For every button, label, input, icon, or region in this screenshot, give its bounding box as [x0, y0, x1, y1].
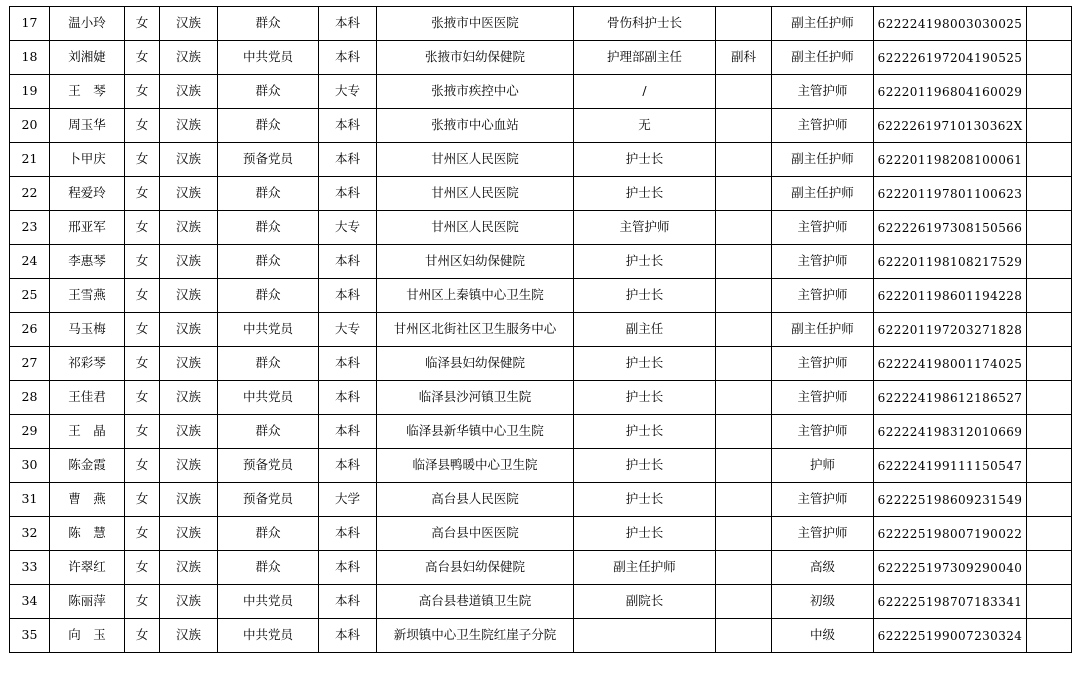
row-number-cell: 20: [10, 109, 50, 143]
position-cell: 护士长: [574, 449, 716, 483]
position-cell: 护士长: [574, 347, 716, 381]
table-row: [10, 143, 1072, 177]
admin-rank-cell: [716, 109, 772, 143]
gender-cell: 女: [125, 177, 160, 211]
name-cell: 曹 燕: [50, 483, 125, 517]
position-cell: 副主任护师: [574, 551, 716, 585]
admin-rank-cell: [716, 415, 772, 449]
gender-cell: 女: [125, 75, 160, 109]
row-number-cell: 24: [10, 245, 50, 279]
education-cell: 本科: [319, 109, 377, 143]
id-number-cell: 622225198007190022: [874, 517, 1027, 551]
name-cell: 邢亚军: [50, 211, 125, 245]
admin-rank-cell: [716, 211, 772, 245]
id-number-cell: 62222619710130362X: [874, 109, 1027, 143]
education-cell: 本科: [319, 7, 377, 41]
table-row: [10, 551, 1072, 585]
workplace-cell: 甘州区人民医院: [377, 143, 574, 177]
admin-rank-cell: [716, 75, 772, 109]
gender-cell: 女: [125, 143, 160, 177]
roster-body: [10, 7, 1072, 653]
id-number-cell: 622224198312010669: [874, 415, 1027, 449]
admin-rank-cell: [716, 7, 772, 41]
professional-title-cell: 主管护师: [772, 279, 874, 313]
note-cell: [1027, 211, 1072, 245]
note-cell: [1027, 143, 1072, 177]
gender-cell: 女: [125, 109, 160, 143]
political-status-cell: 群众: [218, 211, 319, 245]
id-number-cell: 622201196804160029: [874, 75, 1027, 109]
ethnicity-cell: 汉族: [160, 211, 218, 245]
note-cell: [1027, 415, 1072, 449]
row-number-cell: 32: [10, 517, 50, 551]
table-row: [10, 75, 1072, 109]
workplace-cell: 高台县人民医院: [377, 483, 574, 517]
political-status-cell: 群众: [218, 177, 319, 211]
table-row: [10, 415, 1072, 449]
professional-title-cell: 主管护师: [772, 415, 874, 449]
education-cell: 大学: [319, 483, 377, 517]
note-cell: [1027, 245, 1072, 279]
admin-rank-cell: [716, 483, 772, 517]
political-status-cell: 中共党员: [218, 585, 319, 619]
note-cell: [1027, 381, 1072, 415]
position-cell: 护士长: [574, 381, 716, 415]
political-status-cell: 群众: [218, 109, 319, 143]
note-cell: [1027, 279, 1072, 313]
political-status-cell: 群众: [218, 551, 319, 585]
professional-title-cell: 主管护师: [772, 517, 874, 551]
note-cell: [1027, 313, 1072, 347]
name-cell: 刘湘婕: [50, 41, 125, 75]
position-cell: 骨伤科护士长: [574, 7, 716, 41]
note-cell: [1027, 517, 1072, 551]
ethnicity-cell: 汉族: [160, 619, 218, 653]
workplace-cell: 新坝镇中心卫生院红崖子分院: [377, 619, 574, 653]
row-number-cell: 29: [10, 415, 50, 449]
name-cell: 温小玲: [50, 7, 125, 41]
position-cell: 护士长: [574, 279, 716, 313]
row-number-cell: 19: [10, 75, 50, 109]
professional-title-cell: 副主任护师: [772, 7, 874, 41]
name-cell: 李惠琴: [50, 245, 125, 279]
education-cell: 大专: [319, 75, 377, 109]
education-cell: 本科: [319, 551, 377, 585]
name-cell: 周玉华: [50, 109, 125, 143]
nurse-roster-table: [9, 6, 1072, 653]
id-number-cell: 622224198001174025: [874, 347, 1027, 381]
admin-rank-cell: [716, 517, 772, 551]
admin-rank-cell: [716, 449, 772, 483]
education-cell: 本科: [319, 517, 377, 551]
admin-rank-cell: [716, 279, 772, 313]
position-cell: 无: [574, 109, 716, 143]
id-number-cell: 622201198601194228: [874, 279, 1027, 313]
ethnicity-cell: 汉族: [160, 143, 218, 177]
professional-title-cell: 主管护师: [772, 75, 874, 109]
position-cell: 护士长: [574, 415, 716, 449]
professional-title-cell: 主管护师: [772, 483, 874, 517]
admin-rank-cell: [716, 585, 772, 619]
gender-cell: 女: [125, 517, 160, 551]
education-cell: 本科: [319, 177, 377, 211]
education-cell: 本科: [319, 381, 377, 415]
name-cell: 王雪燕: [50, 279, 125, 313]
name-cell: 陈金霞: [50, 449, 125, 483]
table-row: [10, 313, 1072, 347]
note-cell: [1027, 347, 1072, 381]
gender-cell: 女: [125, 347, 160, 381]
ethnicity-cell: 汉族: [160, 347, 218, 381]
position-cell: /: [574, 75, 716, 109]
workplace-cell: 临泽县沙河镇卫生院: [377, 381, 574, 415]
professional-title-cell: 副主任护师: [772, 41, 874, 75]
admin-rank-cell: 副科: [716, 41, 772, 75]
admin-rank-cell: [716, 313, 772, 347]
ethnicity-cell: 汉族: [160, 41, 218, 75]
gender-cell: 女: [125, 415, 160, 449]
note-cell: [1027, 75, 1072, 109]
id-number-cell: 622225197309290040: [874, 551, 1027, 585]
workplace-cell: 高台县巷道镇卫生院: [377, 585, 574, 619]
ethnicity-cell: 汉族: [160, 415, 218, 449]
note-cell: [1027, 551, 1072, 585]
workplace-cell: 甘州区妇幼保健院: [377, 245, 574, 279]
political-status-cell: 预备党员: [218, 449, 319, 483]
position-cell: 护士长: [574, 177, 716, 211]
political-status-cell: 中共党员: [218, 381, 319, 415]
position-cell: [574, 619, 716, 653]
position-cell: 副主任: [574, 313, 716, 347]
position-cell: 主管护师: [574, 211, 716, 245]
id-number-cell: 622226197204190525: [874, 41, 1027, 75]
workplace-cell: 张掖市疾控中心: [377, 75, 574, 109]
name-cell: 许翠红: [50, 551, 125, 585]
gender-cell: 女: [125, 483, 160, 517]
professional-title-cell: 副主任护师: [772, 313, 874, 347]
professional-title-cell: 主管护师: [772, 381, 874, 415]
gender-cell: 女: [125, 41, 160, 75]
workplace-cell: 临泽县新华镇中心卫生院: [377, 415, 574, 449]
id-number-cell: 622225198707183341: [874, 585, 1027, 619]
education-cell: 本科: [319, 347, 377, 381]
workplace-cell: 高台县妇幼保健院: [377, 551, 574, 585]
id-number-cell: 622225198609231549: [874, 483, 1027, 517]
id-number-cell: 622201197203271828: [874, 313, 1027, 347]
political-status-cell: 中共党员: [218, 313, 319, 347]
row-number-cell: 23: [10, 211, 50, 245]
gender-cell: 女: [125, 7, 160, 41]
political-status-cell: 中共党员: [218, 619, 319, 653]
table-row: [10, 7, 1072, 41]
table-row: [10, 619, 1072, 653]
political-status-cell: 群众: [218, 415, 319, 449]
name-cell: 卜甲庆: [50, 143, 125, 177]
admin-rank-cell: [716, 619, 772, 653]
row-number-cell: 18: [10, 41, 50, 75]
name-cell: 陈丽萍: [50, 585, 125, 619]
professional-title-cell: 初级: [772, 585, 874, 619]
note-cell: [1027, 585, 1072, 619]
gender-cell: 女: [125, 585, 160, 619]
ethnicity-cell: 汉族: [160, 517, 218, 551]
gender-cell: 女: [125, 551, 160, 585]
note-cell: [1027, 41, 1072, 75]
ethnicity-cell: 汉族: [160, 7, 218, 41]
row-number-cell: 21: [10, 143, 50, 177]
professional-title-cell: 高级: [772, 551, 874, 585]
name-cell: 向 玉: [50, 619, 125, 653]
row-number-cell: 31: [10, 483, 50, 517]
education-cell: 本科: [319, 41, 377, 75]
ethnicity-cell: 汉族: [160, 109, 218, 143]
row-number-cell: 30: [10, 449, 50, 483]
table-row: [10, 41, 1072, 75]
table-row: [10, 279, 1072, 313]
id-number-cell: 622224199111150547: [874, 449, 1027, 483]
table-row: [10, 483, 1072, 517]
note-cell: [1027, 619, 1072, 653]
row-number-cell: 34: [10, 585, 50, 619]
education-cell: 本科: [319, 619, 377, 653]
position-cell: 护理部副主任: [574, 41, 716, 75]
political-status-cell: 中共党员: [218, 41, 319, 75]
table-row: [10, 109, 1072, 143]
education-cell: 大专: [319, 211, 377, 245]
name-cell: 陈 慧: [50, 517, 125, 551]
professional-title-cell: 主管护师: [772, 109, 874, 143]
position-cell: 副院长: [574, 585, 716, 619]
position-cell: 护士长: [574, 517, 716, 551]
gender-cell: 女: [125, 211, 160, 245]
workplace-cell: 高台县中医医院: [377, 517, 574, 551]
id-number-cell: 622224198003030025: [874, 7, 1027, 41]
table-row: [10, 449, 1072, 483]
row-number-cell: 35: [10, 619, 50, 653]
name-cell: 马玉梅: [50, 313, 125, 347]
gender-cell: 女: [125, 279, 160, 313]
education-cell: 本科: [319, 245, 377, 279]
note-cell: [1027, 449, 1072, 483]
ethnicity-cell: 汉族: [160, 313, 218, 347]
ethnicity-cell: 汉族: [160, 279, 218, 313]
professional-title-cell: 主管护师: [772, 347, 874, 381]
education-cell: 本科: [319, 449, 377, 483]
political-status-cell: 群众: [218, 517, 319, 551]
table-row: [10, 177, 1072, 211]
workplace-cell: 甘州区人民医院: [377, 177, 574, 211]
row-number-cell: 27: [10, 347, 50, 381]
admin-rank-cell: [716, 347, 772, 381]
id-number-cell: 622226197308150566: [874, 211, 1027, 245]
name-cell: 王佳君: [50, 381, 125, 415]
political-status-cell: 群众: [218, 75, 319, 109]
name-cell: 祁彩琴: [50, 347, 125, 381]
professional-title-cell: 中级: [772, 619, 874, 653]
admin-rank-cell: [716, 551, 772, 585]
name-cell: 王 琴: [50, 75, 125, 109]
admin-rank-cell: [716, 245, 772, 279]
id-number-cell: 622201198108217529: [874, 245, 1027, 279]
note-cell: [1027, 109, 1072, 143]
id-number-cell: 622225199007230324: [874, 619, 1027, 653]
workplace-cell: 甘州区北街社区卫生服务中心: [377, 313, 574, 347]
table-row: [10, 245, 1072, 279]
admin-rank-cell: [716, 177, 772, 211]
id-number-cell: 622201197801100623: [874, 177, 1027, 211]
workplace-cell: 甘州区人民医院: [377, 211, 574, 245]
ethnicity-cell: 汉族: [160, 245, 218, 279]
workplace-cell: 张掖市中心血站: [377, 109, 574, 143]
note-cell: [1027, 483, 1072, 517]
table-row: [10, 211, 1072, 245]
ethnicity-cell: 汉族: [160, 449, 218, 483]
row-number-cell: 25: [10, 279, 50, 313]
row-number-cell: 22: [10, 177, 50, 211]
professional-title-cell: 护师: [772, 449, 874, 483]
position-cell: 护士长: [574, 245, 716, 279]
workplace-cell: 甘州区上秦镇中心卫生院: [377, 279, 574, 313]
political-status-cell: 群众: [218, 245, 319, 279]
table-row: [10, 585, 1072, 619]
id-number-cell: 622224198612186527: [874, 381, 1027, 415]
education-cell: 大专: [319, 313, 377, 347]
name-cell: 王 晶: [50, 415, 125, 449]
row-number-cell: 28: [10, 381, 50, 415]
name-cell: 程爱玲: [50, 177, 125, 211]
gender-cell: 女: [125, 313, 160, 347]
workplace-cell: 临泽县鸭暖中心卫生院: [377, 449, 574, 483]
professional-title-cell: 主管护师: [772, 245, 874, 279]
political-status-cell: 预备党员: [218, 483, 319, 517]
ethnicity-cell: 汉族: [160, 483, 218, 517]
table-row: [10, 517, 1072, 551]
workplace-cell: 张掖市中医医院: [377, 7, 574, 41]
table-row: [10, 381, 1072, 415]
position-cell: 护士长: [574, 483, 716, 517]
id-number-cell: 622201198208100061: [874, 143, 1027, 177]
gender-cell: 女: [125, 381, 160, 415]
gender-cell: 女: [125, 245, 160, 279]
education-cell: 本科: [319, 585, 377, 619]
workplace-cell: 张掖市妇幼保健院: [377, 41, 574, 75]
education-cell: 本科: [319, 415, 377, 449]
row-number-cell: 33: [10, 551, 50, 585]
row-number-cell: 17: [10, 7, 50, 41]
position-cell: 护士长: [574, 143, 716, 177]
political-status-cell: 群众: [218, 279, 319, 313]
row-number-cell: 26: [10, 313, 50, 347]
gender-cell: 女: [125, 449, 160, 483]
education-cell: 本科: [319, 279, 377, 313]
political-status-cell: 群众: [218, 7, 319, 41]
professional-title-cell: 副主任护师: [772, 143, 874, 177]
note-cell: [1027, 177, 1072, 211]
political-status-cell: 群众: [218, 347, 319, 381]
ethnicity-cell: 汉族: [160, 75, 218, 109]
professional-title-cell: 主管护师: [772, 211, 874, 245]
admin-rank-cell: [716, 381, 772, 415]
ethnicity-cell: 汉族: [160, 585, 218, 619]
ethnicity-cell: 汉族: [160, 551, 218, 585]
note-cell: [1027, 7, 1072, 41]
professional-title-cell: 副主任护师: [772, 177, 874, 211]
table-row: [10, 347, 1072, 381]
ethnicity-cell: 汉族: [160, 381, 218, 415]
workplace-cell: 临泽县妇幼保健院: [377, 347, 574, 381]
education-cell: 本科: [319, 143, 377, 177]
ethnicity-cell: 汉族: [160, 177, 218, 211]
admin-rank-cell: [716, 143, 772, 177]
political-status-cell: 预备党员: [218, 143, 319, 177]
gender-cell: 女: [125, 619, 160, 653]
